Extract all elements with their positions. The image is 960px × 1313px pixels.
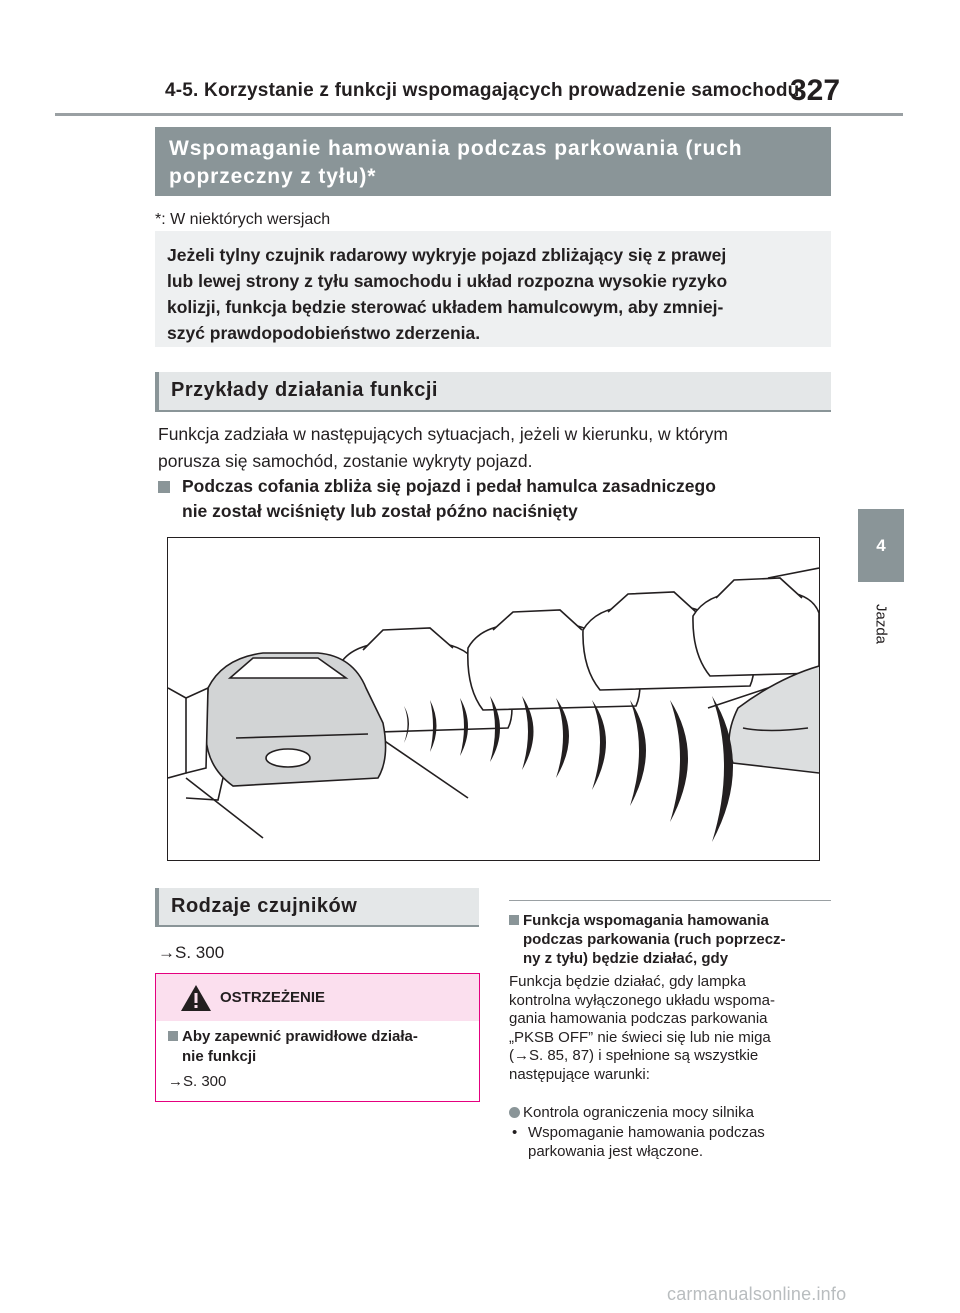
round-bullet-icon [509,1107,520,1118]
section-title-examples: Przykłady działania funkcji [171,379,438,401]
sensors-page-reference: →S. 300 [158,943,225,962]
footnote: *: W niektórych wersjach [155,211,331,228]
dot-bullet-icon: • [512,1124,518,1141]
warning-page-reference: →S. 300 [168,1073,227,1090]
section-title-sensors: Rodzaje czujników [171,895,358,917]
square-bullet-icon [168,1031,178,1041]
right-column-divider [509,900,831,901]
chapter-number: 4 [876,536,886,555]
square-bullet-icon [509,915,519,925]
header-divider [55,113,903,116]
running-header-title: 4-5. Korzystanie z funkcji wspomagających prowadzenie samochodu [165,80,800,101]
page-number: 327 [790,74,841,107]
page-title: Wspomaganie hamowania podczas parkowania (ruch poprzeczny z tyłu)* [169,137,743,188]
lead-paragraph: Jeżeli tylny czujnik radarowy wykryje pojazd zbliżający się z prawej lub lewej strony z tyłu samochodu i układ rozpozna wysokie ryzyko kolizji, funkcja będzie sterować układem hamulcowym, aby zmniej- szyć prawdopodobieństwo zderzenia. [167,245,728,343]
chapter-label: Jazda [872,603,890,645]
watermark: carmanualsonline.info [667,1284,847,1304]
condition-bullet: Kontrola ograniczenia mocy silnika [509,1104,831,1123]
parking-illustration [167,537,820,861]
examples-paragraph: Funkcja zadziała w następujących sytuacjach, jeżeli w kierunku, w którym porusza się samochód, zostanie wykryty pojazd. [158,424,728,471]
warning-title: OSTRZEŻENIE [220,989,326,1006]
cross-traffic-illustration [168,538,819,860]
warning-box: OSTRZEŻENIE Aby zapewnić prawidłowe działa- nie funkcji →S. 300 [155,973,480,1102]
right-column-paragraph: Funkcja będzie działać, gdy lampka kontrolna wyłączonego układu wspoma- gania hamowania podczas parkowania „PKSB OFF” nie świeci się lub nie miga (→S. 85, 87) i spełnione są wszystkie następujące warunki: [509,973,775,1083]
square-bullet-icon [158,481,170,493]
warning-triangle-icon [180,984,212,1012]
